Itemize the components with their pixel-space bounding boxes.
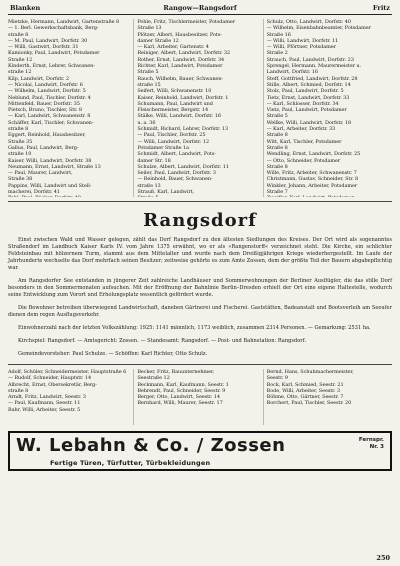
directory-entry: Schulz, Otto, Landwirt, Dorfstr. 40 [266, 19, 351, 25]
directory-entry: — Otto, Schneider, Potsdamer [266, 157, 341, 164]
directory-entry: — Willi, Pförtner, Potsdamer [266, 44, 336, 51]
directory-entry: Bernd, Hans, Schuhmachermeister, [266, 369, 354, 375]
directory-entry: Schumann, Paul, Landwirt und [137, 100, 213, 107]
resident-columns-top [8, 19, 392, 197]
page-number: 250 [376, 554, 390, 562]
directory-entry: Strauch, Paul, Landwirt, Dorfstr. 23 [266, 56, 354, 63]
directory-entry: Mittenfeld, Bauer, Dorfstr. 35 [8, 100, 80, 107]
directory-entry: Steff, Gottfried, Landwirt, Dorfstr. 28 [266, 75, 358, 82]
directory-entry: Schulze, Albert, Landwirt, Dorfstr. 11 [137, 163, 229, 170]
directory-entry: Plötzer, Albert, Hausbesitzer, Pots- [137, 31, 222, 38]
directory-entry: Kamionky, Paul, Landwirt, Potsdamer [8, 50, 100, 57]
directory-entry: — Rudolf, Schneider, Hauptstr. 14 [8, 375, 92, 382]
directory-entry: u. a. 36 [137, 119, 156, 126]
directory-entry: — Willi, Gastwirt, Dorfstr. 31 [8, 44, 79, 51]
directory-entry: Adolf, Schüler, Schneidermeister, Hauptstraße 6 [8, 369, 127, 375]
directory-entry: damer Str. 18 [137, 157, 171, 164]
directory-entry: Mietzke, Hermann, Landwirt, Gartenstraße 8 [8, 19, 120, 25]
directory-entry: Bock, Karl, Schmied, Seestr. 21 [266, 381, 344, 388]
directory-entry: Böhme, Otto, Gärtner, Seestr. 7 [266, 394, 344, 401]
town-heading: Rangsdorf [143, 210, 257, 231]
directory-entry: Vietz, Paul, Landwirt, Potsdamer [266, 107, 347, 114]
directory-entry: Pappins, Willi, Landwirt und Stell- [8, 182, 92, 189]
directory-entry: — Paul, Tischler, Dorfstr. 25 [137, 132, 206, 139]
directory-entry: Sprengel, Hermann, Maurermeister u. [266, 63, 362, 70]
directory-entry: Straße 8 [266, 144, 288, 151]
directory-entry: Kinderth, Ernst, Lehrer, Schwanen- [8, 63, 95, 70]
directory-entry: Straße 13 [137, 25, 162, 32]
directory-entry: Straße 8 [266, 132, 288, 139]
directory-entry: Gallus, Paul, Landwirt, Berg- [8, 144, 79, 151]
statistics-line: Gemeindevorsteher: Paul Schulze. — Schöffen: Karl Richter, Otto Schulz. [18, 351, 208, 357]
directory-entry: Kilp, Landwirt, Dorfstr. 2 [8, 75, 69, 82]
directory-entry: Christmann, Gustav, Schneider, Str. 8 [266, 176, 359, 183]
directory-entry: — Reinhold, Bauer, Schwanen- [137, 176, 213, 183]
history-paragraph: Die Bewohner betreiben überwiegend Landwirtschaft, daneben Gärtnerei und Fischerei. Gaststätten, Badeanstalt und Bootsverleih am Seeufer dienen dem regen Ausflugsverkehr. [8, 305, 392, 318]
directory-entry: Straße 7 [266, 189, 288, 196]
directory-entry: Straße 5 [266, 113, 288, 120]
directory-entry: — Karl, Landwirt, Schwanenstr. 8 [8, 113, 91, 120]
resident-column-2 [137, 369, 263, 425]
directory-entry: Reiniger, Albert, Landwirt, Dorfstr. 32 [137, 50, 231, 57]
resident-columns-bottom [8, 369, 392, 425]
directory-entry: straße 8 [8, 31, 29, 38]
directory-entry: straße 8 [8, 126, 29, 133]
history-paragraph: Am Rangsdorfer See entstanden in jüngerer Zeit zahlreiche Landhäuser und Sommerwohnungen der Berliner Ausflügler, die das stille Dorf besonders in den Sommermonaten aufsuchen. Mit der Eröffnung der Bahnlinie Berlin–Dresden erhielt der Ort eine eigene Haltestelle, wodurch seine Entwicklung zum Vorort und Erholungsplatz wesentlich gefördert wurde. [8, 278, 392, 298]
directory-entry: — Wilhelm, Landwirt, Dorfstr. 5 [8, 88, 86, 95]
resident-column-3 [267, 19, 392, 197]
directory-entry: Arndt, Fritz, Landwirt, Seestr. 3 [8, 394, 86, 401]
directory-entry: damer Straße 12 [137, 37, 179, 44]
directory-entry: Behrendt, Paul, Schneider, Seestr. 9 [137, 387, 226, 394]
directory-entry [137, 195, 260, 197]
directory-entry: straße 12 [8, 69, 32, 76]
resident-column-1 [8, 369, 134, 425]
directory-entry: — Karl, Schlosser, Dorfstr. 34 [266, 100, 339, 107]
directory-entry: Stolz, Paul, Landwirt, Dorfstr. 5 [266, 88, 344, 95]
statistics-line: Einwohnerzahl nach der letzten Volkszählung: 1925: 1141 männlich, 1173 weiblich, zusammen 2314 Personen. — Gemarkung: 2531 ha. [18, 325, 371, 331]
directory-entry: Bode, Willi, Arbeiter, Seestr. 3 [266, 387, 340, 394]
town-history [8, 237, 392, 319]
directory-entry: — Paul, Kaufmann, Seestr. 11 [8, 400, 81, 407]
directory-entry: straße 8 [8, 387, 29, 394]
directory-entry: Bernhard, Willi, Maurer, Seestr. 17 [137, 400, 223, 407]
directory-entry: Seifert, Willi, Schwanenstr. 10 [137, 88, 212, 95]
town-statistics [8, 325, 392, 358]
phone-number: Nr. 3 [369, 444, 384, 450]
directory-entry: Straße 38 [8, 176, 33, 183]
directory-entry: straße 13 [137, 182, 161, 189]
directory-entry: Wendling, Ernst, Landwirt, Dorfstr. 25 [266, 151, 361, 158]
directory-entry: Rauch, Wilhelm, Bauer, Schwanen- [137, 75, 224, 82]
directory-entry: Straße 8 [266, 163, 288, 170]
resident-column-1 [8, 19, 134, 197]
directory-entry: Rother, Ernst, Landwirt, Dorfstr. 34 [137, 56, 225, 63]
advertisement-tagline: Fertige Türen, Türfutter, Türbekleidungen [50, 459, 211, 467]
running-header-center: Rangow—Rangsdorf [163, 4, 237, 12]
directory-entry: Wellke, Willi, Landwirt, Dorfstr. 18 [266, 119, 352, 126]
directory-entry: Schmidt, Albert, Landwirt, Pots- [137, 151, 216, 158]
directory-entry: — Paul, Maurer, Landwirt, [8, 170, 73, 177]
advertisement-phone [359, 437, 384, 451]
directory-entry: Straße 5 [137, 69, 159, 76]
directory-entry: Neblund, Paul, Tischler, Dorfstr. 4 [8, 94, 91, 101]
directory-entry: Witt, Karl, Tischler, Potsdamer [266, 138, 342, 145]
directory-entry: Pohle, Fritz, Tischlermeister, Potsdamer [137, 19, 236, 25]
history-paragraph: Einst zwischen Wald und Wasser gelegen, zählt das Dorf Rangsdorf zu den ältesten Siedlungen des Kreises. Der Ort wird als sogenanntes Straßendorf im Landbuch Kaiser Karls IV. vom Jahre 1375 erwähnt, wo er als »Rangenstorff« verzeichnet steht. Die Kirche, ein schlichter Feldsteinbau mit hölzernem Turm, stammt aus dem Mittelalter und wurde nach dem Dreißigjährigen Kriege wiederhergestellt. Im Laufe der Jahrhunderte wechselte das Dorf mehrfach seinen Besitzer; zeitweise gehörte es zum Amte Zossen, dem der größte Teil der Bauern abgabepflichtig war. [8, 237, 392, 271]
directory-entry: straße 15 [137, 81, 161, 88]
directory-entry: Schmidt, Richard, Lehrer, Dorfstr. 13 [137, 126, 229, 133]
directory-entry: Neumann, Ernst, Landwirt, Straße 13 [8, 163, 101, 170]
directory-entry: Straße 12 [8, 56, 33, 63]
directory-entry: Potsdamer Straße 1a [137, 144, 189, 151]
running-header-left: Blanken [10, 4, 41, 12]
directory-entry: Eggert, Reinhold, Hausbesitzer, [8, 132, 86, 139]
directory-entry: — Nicolai, Landwirt, Dorfstr. 6 [8, 81, 83, 88]
directory-entry: Seestr. 9 [266, 375, 288, 382]
directory-entry: Straße 35 [8, 138, 33, 145]
directory-entry: Bahr, Willi, Arbeiter, Seestr. 5 [8, 406, 81, 413]
directory-entry: macherei, Dorfstr. 41 [8, 189, 60, 196]
directory-entry: Becker, Fritz, Bauunternehmer, [137, 369, 215, 375]
advertisement-headline: W. Lebahn & Co. / Zossen [16, 435, 286, 456]
directory-entry: Tietz, Ernst, Landwirt, Dorfstr. 33 [266, 94, 350, 101]
directory-entry: Kaiser, Reinhold, Landwirt, Dorfstr. 1 [137, 94, 229, 101]
directory-entry: Beckmann, Karl, Kaufmann, Seestr. 1 [137, 381, 229, 388]
directory-entry: — Willi, Landwirt, Dorfstr. 12 [137, 138, 209, 145]
resident-column-3 [267, 369, 392, 425]
running-header [8, 4, 392, 15]
phone-label: Fernspr. [358, 437, 384, 443]
directory-entry: Strauß, Karl, Landwirt, [137, 189, 195, 196]
directory-entry [267, 195, 390, 197]
directory-entry: Seestraße 12 [137, 375, 170, 382]
directory-entry: Fleischermeister, Bergstr. 14 [137, 107, 209, 114]
directory-entry: — Wilhelm, Eisenbahnbeamter, Potsdamer [266, 25, 371, 32]
directory-entry [8, 195, 131, 197]
directory-entry: — Karl, Arbeiter, Gartenstr. 4 [137, 44, 209, 51]
statistics-line: Kirchspiel: Rangsdorf. — Amtsgericht: Zossen. — Standesamt: Rangsdorf. — Post- und Bahnstation: Rangsdorf. [18, 338, 307, 344]
section-divider [8, 364, 392, 365]
directory-entry: Schäffer, Karl, Tischler, Schwanen- [8, 119, 94, 126]
directory-entry: Stille, Albert, Schmied, Dorfstr. 14 [266, 81, 351, 88]
directory-entry: straße 10 [8, 151, 32, 158]
directory-page [8, 4, 392, 562]
directory-entry: Borchert, Paul, Tischler, Seestr. 20 [266, 400, 352, 407]
directory-entry: — M. Paul, Landwirt, Dorfstr. 30 [8, 37, 88, 44]
directory-entry: Richter, Karl, Landwirt, Potsdamer [137, 63, 223, 70]
directory-entry: — 1. Berl. Gewerkschaftsbank, Berg- [8, 25, 99, 32]
directory-entry: Stälke, Willi, Landwirt, Dorfstr. 16 [137, 113, 221, 120]
section-divider [8, 201, 392, 202]
advertisement [8, 431, 392, 471]
directory-entry: Pietsch, Bruno, Tischler, Str. 8 [8, 107, 82, 114]
directory-entry: Albrecht, Ernst, Obersekretär, Berg- [8, 381, 97, 388]
directory-entry: Berger, Otto, Landwirt, Seestr. 14 [137, 394, 220, 401]
resident-column-2 [137, 19, 263, 197]
directory-entry: Winkler, Johann, Arbeiter, Potsdamer [266, 182, 358, 189]
directory-entry: Seiler, Paul, Landwirt, Dorfstr. 3 [137, 170, 216, 177]
directory-entry: Wille, Fritz, Arbeiter, Schwanenstr. 7 [266, 170, 357, 177]
directory-entry: — Karl, Arbeiter, Dorfstr. 33 [266, 126, 336, 133]
running-header-right: Fritz [372, 4, 390, 12]
directory-entry: Straße 2 [266, 50, 288, 57]
directory-entry: Landwirt, Dorfstr. 16 [266, 69, 318, 76]
directory-entry: — Willi, Landwirt, Dorfstr. 11 [266, 37, 339, 44]
directory-entry: Kaiser, Willi, Landwirt, Dorfstr. 38 [8, 157, 92, 164]
directory-entry: Straße 16 [266, 31, 291, 38]
